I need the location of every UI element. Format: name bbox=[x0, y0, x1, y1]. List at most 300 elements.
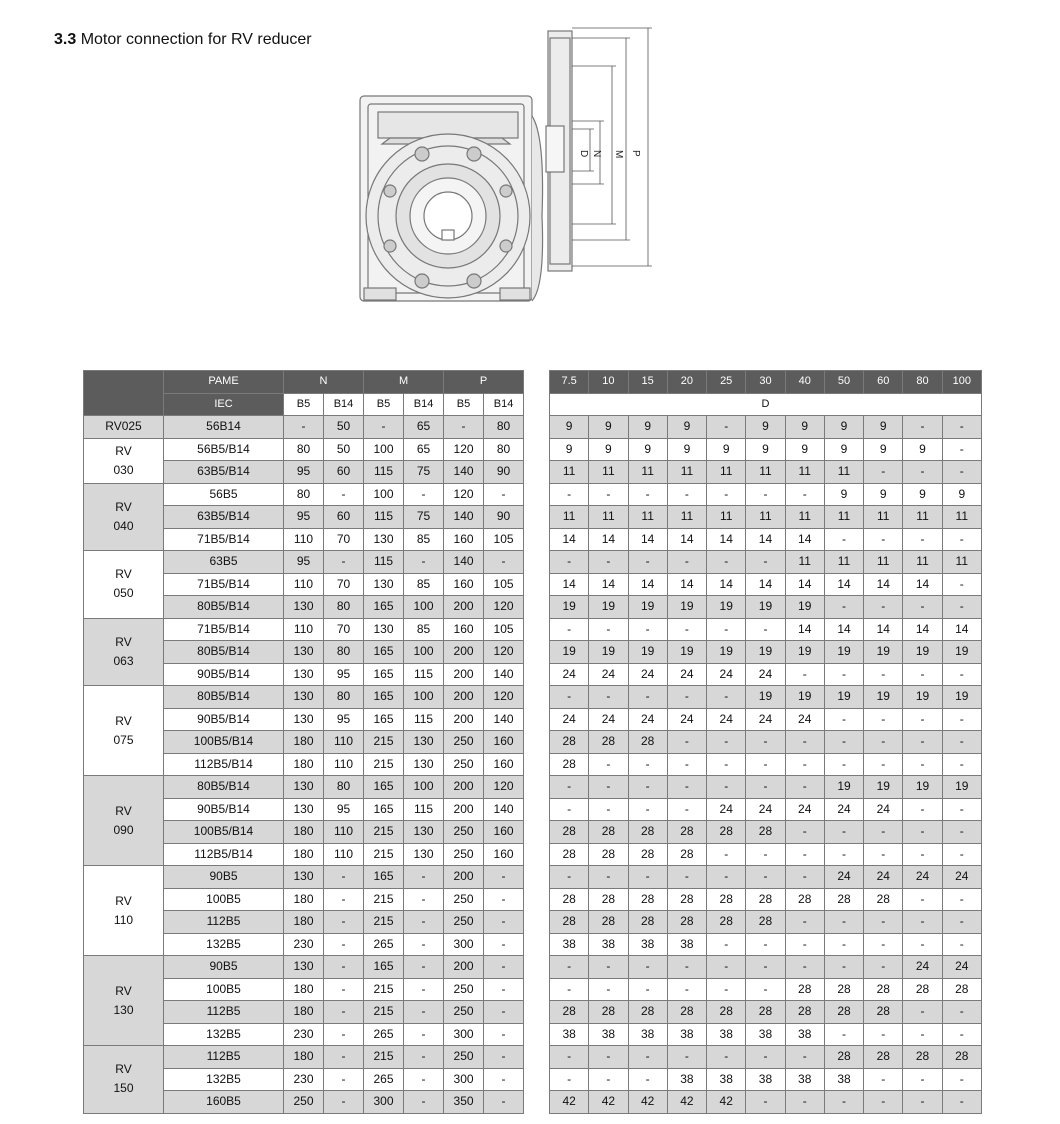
bore-cell: 9 bbox=[589, 438, 628, 461]
dimension-cell: 130 bbox=[404, 731, 444, 754]
bore-cell: - bbox=[628, 776, 667, 799]
bore-cell: - bbox=[824, 956, 863, 979]
dimension-cell: 95 bbox=[284, 461, 324, 484]
bore-cell: 24 bbox=[824, 866, 863, 889]
dimension-cell: 105 bbox=[484, 528, 524, 551]
sub-header-0: B5 bbox=[284, 393, 324, 416]
model-cell: RV 130 bbox=[84, 956, 164, 1046]
dimension-cell: 230 bbox=[284, 1068, 324, 1091]
d-header: D bbox=[550, 393, 982, 416]
bore-cell: 11 bbox=[589, 506, 628, 529]
bore-cell: 19 bbox=[903, 641, 942, 664]
ratio-header-3: 20 bbox=[667, 371, 706, 394]
bore-cell: - bbox=[707, 843, 746, 866]
bore-cell: 19 bbox=[824, 686, 863, 709]
bore-cell: 24 bbox=[942, 866, 981, 889]
sub-header-1: B14 bbox=[324, 393, 364, 416]
dimension-cell: 110 bbox=[324, 731, 364, 754]
bore-cell: 24 bbox=[864, 866, 903, 889]
dimension-cell: 350 bbox=[444, 1091, 484, 1114]
bore-cell: - bbox=[550, 776, 589, 799]
bore-cell: - bbox=[667, 686, 706, 709]
dimension-cell: - bbox=[484, 1068, 524, 1091]
table-row bbox=[550, 866, 982, 889]
bore-cell: - bbox=[942, 731, 981, 754]
bore-cell: 14 bbox=[746, 573, 785, 596]
bore-cell: 19 bbox=[942, 641, 981, 664]
sub-header-2: B5 bbox=[364, 393, 404, 416]
iec-cell: 100B5/B14 bbox=[164, 731, 284, 754]
bore-cell: 19 bbox=[550, 596, 589, 619]
dimension-cell: 50 bbox=[324, 416, 364, 439]
bore-cell: - bbox=[746, 866, 785, 889]
ratio-header-0: 7.5 bbox=[550, 371, 589, 394]
bore-cell: 24 bbox=[746, 708, 785, 731]
dimension-cell: 130 bbox=[404, 843, 444, 866]
dimension-cell: 265 bbox=[364, 1068, 404, 1091]
bore-cell: - bbox=[746, 843, 785, 866]
dimension-cell: 130 bbox=[284, 663, 324, 686]
bore-cell: 11 bbox=[864, 551, 903, 574]
bore-cell: - bbox=[628, 978, 667, 1001]
dimension-cell: - bbox=[484, 1023, 524, 1046]
bore-cell: - bbox=[746, 551, 785, 574]
bore-cell: - bbox=[864, 956, 903, 979]
bore-cell: 38 bbox=[550, 1023, 589, 1046]
bore-cell: - bbox=[707, 956, 746, 979]
bore-cell: - bbox=[589, 618, 628, 641]
bore-cell: - bbox=[667, 978, 706, 1001]
bore-cell: 28 bbox=[942, 1046, 981, 1069]
reducer-drawing bbox=[350, 26, 660, 316]
bore-cell: - bbox=[942, 911, 981, 934]
dimension-cell: 140 bbox=[444, 506, 484, 529]
bore-cell: 24 bbox=[707, 708, 746, 731]
dimension-cell: 110 bbox=[284, 528, 324, 551]
dimension-cell: - bbox=[404, 956, 444, 979]
bore-cell: - bbox=[667, 483, 706, 506]
dimension-cell: 180 bbox=[284, 888, 324, 911]
bore-cell: 19 bbox=[667, 641, 706, 664]
section-title bbox=[54, 31, 312, 49]
iec-cell: 132B5 bbox=[164, 1068, 284, 1091]
iec-cell: 132B5 bbox=[164, 933, 284, 956]
dimension-cell: 250 bbox=[444, 821, 484, 844]
bore-cell: 24 bbox=[628, 708, 667, 731]
dimension-cell: - bbox=[484, 1091, 524, 1114]
bore-cell: - bbox=[942, 933, 981, 956]
bore-cell: - bbox=[707, 933, 746, 956]
iec-cell: 100B5/B14 bbox=[164, 821, 284, 844]
bore-cell: - bbox=[707, 483, 746, 506]
bore-cell: - bbox=[707, 1046, 746, 1069]
bore-cell: - bbox=[903, 1023, 942, 1046]
bore-cell: 38 bbox=[628, 933, 667, 956]
dimension-cell: 200 bbox=[444, 596, 484, 619]
bore-cell: 38 bbox=[707, 1068, 746, 1091]
bore-cell: 11 bbox=[628, 506, 667, 529]
ratio-header-row bbox=[550, 371, 982, 394]
dimension-cell: 215 bbox=[364, 911, 404, 934]
dimension-cell: 165 bbox=[364, 798, 404, 821]
bore-cell: 9 bbox=[785, 416, 824, 439]
model-cell: RV 050 bbox=[84, 551, 164, 619]
bore-cell: - bbox=[746, 1046, 785, 1069]
bore-cell: 38 bbox=[746, 1068, 785, 1091]
dimension-cell: 95 bbox=[324, 798, 364, 821]
dimension-cell: 160 bbox=[484, 843, 524, 866]
bore-cell: 11 bbox=[589, 461, 628, 484]
table-row bbox=[550, 663, 982, 686]
bore-cell: - bbox=[864, 663, 903, 686]
dimension-cell: 80 bbox=[324, 776, 364, 799]
bore-cell: 19 bbox=[824, 641, 863, 664]
bore-cell: - bbox=[667, 866, 706, 889]
dimension-cell: - bbox=[484, 1046, 524, 1069]
bore-cell: - bbox=[628, 956, 667, 979]
dimension-cell: 130 bbox=[284, 866, 324, 889]
table-row bbox=[84, 416, 524, 439]
bore-cell: - bbox=[864, 708, 903, 731]
bore-cell: 11 bbox=[550, 506, 589, 529]
bore-cell: 9 bbox=[864, 438, 903, 461]
iec-cell: 56B14 bbox=[164, 416, 284, 439]
bore-cell: 11 bbox=[824, 506, 863, 529]
bore-cell: 19 bbox=[942, 686, 981, 709]
dimension-cell: 200 bbox=[444, 798, 484, 821]
table-row bbox=[550, 708, 982, 731]
table-row bbox=[550, 416, 982, 439]
table-row bbox=[550, 1068, 982, 1091]
ratio-header-2: 15 bbox=[628, 371, 667, 394]
bore-cell: - bbox=[550, 686, 589, 709]
bore-cell: 14 bbox=[589, 573, 628, 596]
bore-cell: - bbox=[903, 911, 942, 934]
bore-cell: 24 bbox=[550, 708, 589, 731]
dimension-cell: 160 bbox=[484, 731, 524, 754]
table-row bbox=[550, 978, 982, 1001]
bore-cell: 19 bbox=[903, 686, 942, 709]
iec-cell: 63B5/B14 bbox=[164, 461, 284, 484]
left-header-row-1 bbox=[84, 371, 524, 394]
bore-cell: - bbox=[942, 798, 981, 821]
section-number: 3.3 bbox=[54, 31, 77, 48]
bore-cell: - bbox=[864, 933, 903, 956]
dimension-cell: 95 bbox=[284, 551, 324, 574]
dimension-cell: - bbox=[404, 866, 444, 889]
bore-cell: 14 bbox=[864, 618, 903, 641]
dimension-cell: 250 bbox=[444, 731, 484, 754]
bore-cell: 11 bbox=[942, 506, 981, 529]
bore-cell: 42 bbox=[628, 1091, 667, 1114]
ratio-header-7: 50 bbox=[824, 371, 863, 394]
dimension-cell: 215 bbox=[364, 888, 404, 911]
dim-label-n: N bbox=[591, 150, 602, 158]
dimension-cell: 200 bbox=[444, 866, 484, 889]
dimension-cell: 110 bbox=[284, 618, 324, 641]
iec-cell: 90B5 bbox=[164, 956, 284, 979]
iec-cell: 112B5 bbox=[164, 1046, 284, 1069]
dimension-cell: 85 bbox=[404, 573, 444, 596]
bore-cell: 28 bbox=[628, 731, 667, 754]
model-header-cell bbox=[84, 371, 164, 416]
iec-cell: 90B5/B14 bbox=[164, 798, 284, 821]
bore-cell: - bbox=[942, 708, 981, 731]
bore-cell: 9 bbox=[864, 416, 903, 439]
dimension-cell: 140 bbox=[484, 798, 524, 821]
bore-cell: 19 bbox=[746, 641, 785, 664]
bore-cell: - bbox=[942, 1068, 981, 1091]
bore-cell: - bbox=[864, 1068, 903, 1091]
dimension-cell: 200 bbox=[444, 641, 484, 664]
dimension-cell: 75 bbox=[404, 461, 444, 484]
bore-cell: - bbox=[589, 776, 628, 799]
bore-cell: 11 bbox=[942, 551, 981, 574]
dimension-cell: 250 bbox=[444, 843, 484, 866]
iec-cell: 56B5/B14 bbox=[164, 438, 284, 461]
dimension-cell: 165 bbox=[364, 641, 404, 664]
dimension-cell: 120 bbox=[484, 596, 524, 619]
bore-cell: - bbox=[785, 663, 824, 686]
d-header-row bbox=[550, 393, 982, 416]
dimension-cell: 130 bbox=[364, 528, 404, 551]
ratio-header-6: 40 bbox=[785, 371, 824, 394]
dimension-cell: 165 bbox=[364, 686, 404, 709]
dimension-cell: 215 bbox=[364, 753, 404, 776]
bore-cell: 14 bbox=[707, 573, 746, 596]
iec-cell: 112B5/B14 bbox=[164, 843, 284, 866]
bore-cell: 28 bbox=[864, 1046, 903, 1069]
bore-cell: 24 bbox=[942, 956, 981, 979]
bore-cell: - bbox=[707, 731, 746, 754]
dimension-cell: 130 bbox=[364, 573, 404, 596]
iec-cell: 63B5/B14 bbox=[164, 506, 284, 529]
bore-cell: - bbox=[942, 843, 981, 866]
bore-cell: 28 bbox=[628, 888, 667, 911]
model-cell: RV 030 bbox=[84, 438, 164, 483]
bore-cell: - bbox=[667, 731, 706, 754]
bore-cell: 14 bbox=[628, 573, 667, 596]
group-header-m: M bbox=[364, 371, 444, 394]
dimension-cell: 140 bbox=[444, 551, 484, 574]
bore-cell: - bbox=[903, 596, 942, 619]
dimension-cell: 200 bbox=[444, 956, 484, 979]
bore-cell: 19 bbox=[667, 596, 706, 619]
bore-cell: - bbox=[746, 956, 785, 979]
bore-cell: 28 bbox=[589, 1001, 628, 1024]
table-row bbox=[550, 1001, 982, 1024]
dimension-cell: 300 bbox=[444, 1068, 484, 1091]
iec-cell: 100B5 bbox=[164, 888, 284, 911]
dimension-cell: 110 bbox=[324, 753, 364, 776]
bore-cell: 28 bbox=[628, 843, 667, 866]
bore-cell: 28 bbox=[707, 821, 746, 844]
bore-cell: - bbox=[550, 956, 589, 979]
dimension-cell: - bbox=[484, 551, 524, 574]
bore-cell: - bbox=[942, 888, 981, 911]
bore-cell: - bbox=[942, 416, 981, 439]
bore-cell: 11 bbox=[785, 461, 824, 484]
dimension-cell: 120 bbox=[484, 641, 524, 664]
bore-cell: 11 bbox=[785, 506, 824, 529]
bore-cell: 19 bbox=[864, 686, 903, 709]
bore-cell: 9 bbox=[667, 438, 706, 461]
dimension-cell: - bbox=[484, 888, 524, 911]
iec-cell: 80B5/B14 bbox=[164, 776, 284, 799]
dimension-cell: 180 bbox=[284, 978, 324, 1001]
dimension-cell: 250 bbox=[444, 978, 484, 1001]
bore-cell: 9 bbox=[824, 416, 863, 439]
table-row bbox=[550, 551, 982, 574]
model-cell: RV 110 bbox=[84, 866, 164, 956]
bore-cell: 9 bbox=[667, 416, 706, 439]
bore-cell: - bbox=[550, 1046, 589, 1069]
table-row bbox=[550, 956, 982, 979]
bore-cell: 24 bbox=[824, 798, 863, 821]
bore-cell: - bbox=[746, 618, 785, 641]
bore-cell: 28 bbox=[628, 821, 667, 844]
bore-cell: - bbox=[589, 978, 628, 1001]
bore-cell: 28 bbox=[746, 888, 785, 911]
dimension-cell: 80 bbox=[324, 641, 364, 664]
pame-header: PAME bbox=[164, 371, 284, 394]
dimension-cell: 100 bbox=[364, 438, 404, 461]
bore-cell: 24 bbox=[589, 663, 628, 686]
dimension-cell: 130 bbox=[404, 821, 444, 844]
bore-cell: 24 bbox=[550, 663, 589, 686]
dimension-cell: 115 bbox=[364, 551, 404, 574]
dimension-cell: 130 bbox=[284, 776, 324, 799]
table-row bbox=[550, 596, 982, 619]
bore-cell: - bbox=[824, 1091, 863, 1114]
table-row bbox=[84, 618, 524, 641]
iec-cell: 112B5/B14 bbox=[164, 753, 284, 776]
bore-cell: - bbox=[628, 1046, 667, 1069]
model-cell: RV025 bbox=[84, 416, 164, 439]
bore-cell: 9 bbox=[589, 416, 628, 439]
bore-cell: 28 bbox=[864, 978, 903, 1001]
iec-cell: 80B5/B14 bbox=[164, 641, 284, 664]
bore-cell: 24 bbox=[628, 663, 667, 686]
dimension-cell: 105 bbox=[484, 618, 524, 641]
bore-cell: - bbox=[628, 483, 667, 506]
table-row bbox=[550, 461, 982, 484]
bore-cell: - bbox=[864, 731, 903, 754]
dimension-cell: - bbox=[484, 1001, 524, 1024]
bore-cell: 19 bbox=[785, 641, 824, 664]
dimension-cell: - bbox=[484, 866, 524, 889]
dimension-cell: 180 bbox=[284, 753, 324, 776]
dimension-cell: 160 bbox=[444, 618, 484, 641]
bore-cell: 28 bbox=[824, 888, 863, 911]
iec-cell: 90B5/B14 bbox=[164, 663, 284, 686]
bore-cell: 28 bbox=[550, 911, 589, 934]
dimension-cell: 180 bbox=[284, 731, 324, 754]
bore-cell: 28 bbox=[824, 1001, 863, 1024]
bore-cell: 19 bbox=[746, 686, 785, 709]
dimension-cell: 200 bbox=[444, 708, 484, 731]
bore-cell: 28 bbox=[785, 978, 824, 1001]
bore-cell: 14 bbox=[824, 573, 863, 596]
dimension-cell: 230 bbox=[284, 1023, 324, 1046]
bore-cell: 19 bbox=[589, 641, 628, 664]
bore-cell: 38 bbox=[628, 1023, 667, 1046]
dimension-cell: 110 bbox=[324, 843, 364, 866]
bore-cell: - bbox=[785, 866, 824, 889]
bore-cell: - bbox=[785, 933, 824, 956]
bore-cell: 24 bbox=[903, 866, 942, 889]
table-row bbox=[84, 956, 524, 979]
table-row bbox=[550, 573, 982, 596]
bore-cell: 28 bbox=[550, 888, 589, 911]
iec-cell: 56B5 bbox=[164, 483, 284, 506]
model-cell: RV 075 bbox=[84, 686, 164, 776]
bore-cell: 28 bbox=[589, 888, 628, 911]
sub-header-3: B14 bbox=[404, 393, 444, 416]
bore-cell: - bbox=[667, 551, 706, 574]
bore-cell: - bbox=[785, 821, 824, 844]
bore-cell: - bbox=[824, 1023, 863, 1046]
bore-cell: 28 bbox=[589, 911, 628, 934]
dimension-cell: 65 bbox=[404, 438, 444, 461]
bore-cell: - bbox=[942, 528, 981, 551]
dimension-cell: 90 bbox=[484, 461, 524, 484]
bore-cell: - bbox=[864, 596, 903, 619]
bore-cell: 24 bbox=[864, 798, 903, 821]
bore-cell: 38 bbox=[667, 933, 706, 956]
dimension-cell: - bbox=[484, 978, 524, 1001]
table-row bbox=[84, 551, 524, 574]
dimension-cell: 95 bbox=[284, 506, 324, 529]
bore-cell: - bbox=[903, 753, 942, 776]
dimension-cell: 95 bbox=[324, 663, 364, 686]
dimension-cell: 100 bbox=[404, 641, 444, 664]
bore-cell: 9 bbox=[864, 483, 903, 506]
bore-cell: - bbox=[589, 753, 628, 776]
bore-cell: - bbox=[628, 686, 667, 709]
bore-cell: - bbox=[667, 776, 706, 799]
bore-cell: - bbox=[903, 1091, 942, 1114]
table-row bbox=[550, 483, 982, 506]
dimension-cell: 200 bbox=[444, 776, 484, 799]
bore-cell: 14 bbox=[746, 528, 785, 551]
bore-cell: 38 bbox=[589, 1023, 628, 1046]
dimension-cell: 130 bbox=[284, 956, 324, 979]
bore-cell: - bbox=[903, 708, 942, 731]
dimension-cell: 120 bbox=[444, 438, 484, 461]
bore-cell: 24 bbox=[667, 663, 706, 686]
bore-cell: - bbox=[550, 618, 589, 641]
dimension-cell: - bbox=[324, 888, 364, 911]
dimension-cell: 215 bbox=[364, 821, 404, 844]
dimension-cell: 230 bbox=[284, 933, 324, 956]
dimension-cell: 180 bbox=[284, 911, 324, 934]
bore-cell: 19 bbox=[707, 641, 746, 664]
bore-cell: - bbox=[824, 528, 863, 551]
bore-cell: - bbox=[824, 731, 863, 754]
dimension-cell: 115 bbox=[404, 663, 444, 686]
bore-cell: 28 bbox=[824, 978, 863, 1001]
table-row bbox=[550, 888, 982, 911]
bore-cell: 9 bbox=[785, 438, 824, 461]
bore-cell: - bbox=[707, 866, 746, 889]
dimension-cell: 265 bbox=[364, 933, 404, 956]
bore-cell: 9 bbox=[628, 416, 667, 439]
dimension-cell: 70 bbox=[324, 528, 364, 551]
ratio-header-8: 60 bbox=[864, 371, 903, 394]
bore-cell: 24 bbox=[707, 663, 746, 686]
dimension-cell: 80 bbox=[284, 483, 324, 506]
